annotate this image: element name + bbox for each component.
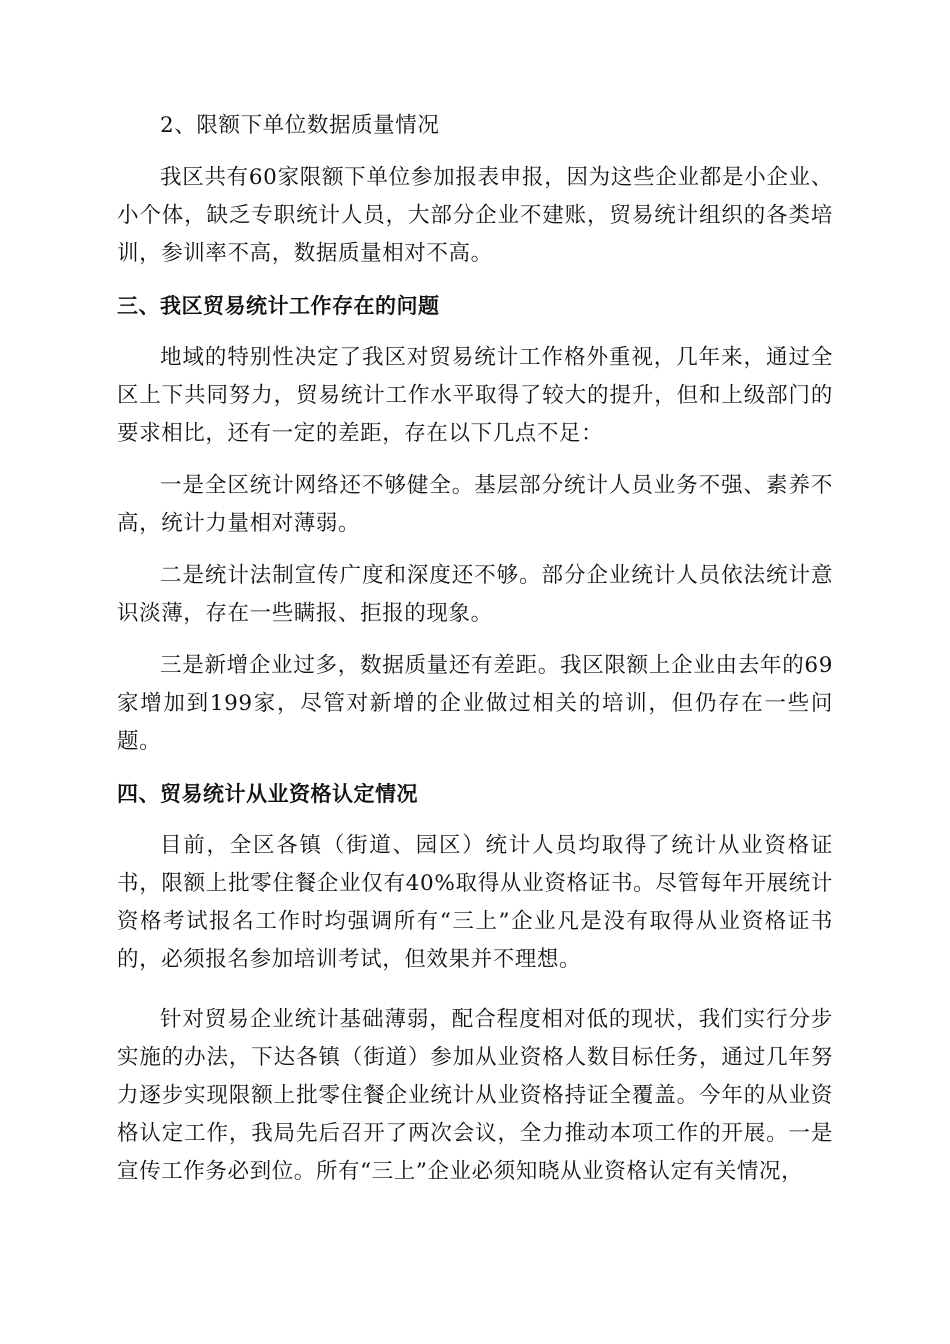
paragraph-qualification-status: 目前，全区各镇（街道、园区）统计人员均取得了统计从业资格证书，限额上批零住餐企业仅有40%取得从业资格证书。尽管每年开展统计资格考试报名工作时均强调所有“三上”企业凡是没有取得从业资格证书的，必须报名参加培训考试，但效果并不理想。 <box>117 833 833 972</box>
document-body <box>117 107 833 1205</box>
paragraph-problems-intro: 地域的特别性决定了我区对贸易统计工作格外重视，几年来，通过全区上下共同努力，贸易统计工作水平取得了较大的提升，但和上级部门的要求相比，还有一定的差距，存在以下几点不足： <box>117 345 833 446</box>
paragraph-problem-one: 一是全区统计网络还不够健全。基层部分统计人员业务不强、素养不高，统计力量相对薄弱。 <box>117 473 833 536</box>
section-heading-problems: 三、我区贸易统计工作存在的问题 <box>117 294 440 318</box>
paragraph-qualification-measures: 针对贸易企业统计基础薄弱，配合程度相对低的现状，我们实行分步实施的办法，下达各镇（街道）参加从业资格人数目标任务，通过几年努力逐步实现限额上批零住餐企业统计从业资格持证全覆盖。今年的从业资格认定工作，我局先后召开了两次会议，全力推动本项工作的开展。一是宣传工作务必到位。所有“三上”企业必须知晓从业资格认定有关情况， <box>117 1007 833 1184</box>
sub-heading-data-quality-below-limit: 2、限额下单位数据质量情况 <box>160 113 440 138</box>
paragraph-problem-three: 三是新增企业过多，数据质量还有差距。我区限额上企业由去年的69家增加到199家，尽管对新增的企业做过相关的培训，但仍存在一些问题。 <box>117 653 833 754</box>
paragraph-problem-two: 二是统计法制宣传广度和深度还不够。部分企业统计人员依法统计意识淡薄，存在一些瞒报、拒报的现象。 <box>117 563 833 626</box>
paragraph-below-limit-units: 我区共有60家限额下单位参加报表申报，因为这些企业都是小企业、小个体，缺乏专职统计人员，大部分企业不建账，贸易统计组织的各类培训，参训率不高，数据质量相对不高。 <box>117 165 833 266</box>
section-heading-qualification: 四、贸易统计从业资格认定情况 <box>117 782 418 806</box>
